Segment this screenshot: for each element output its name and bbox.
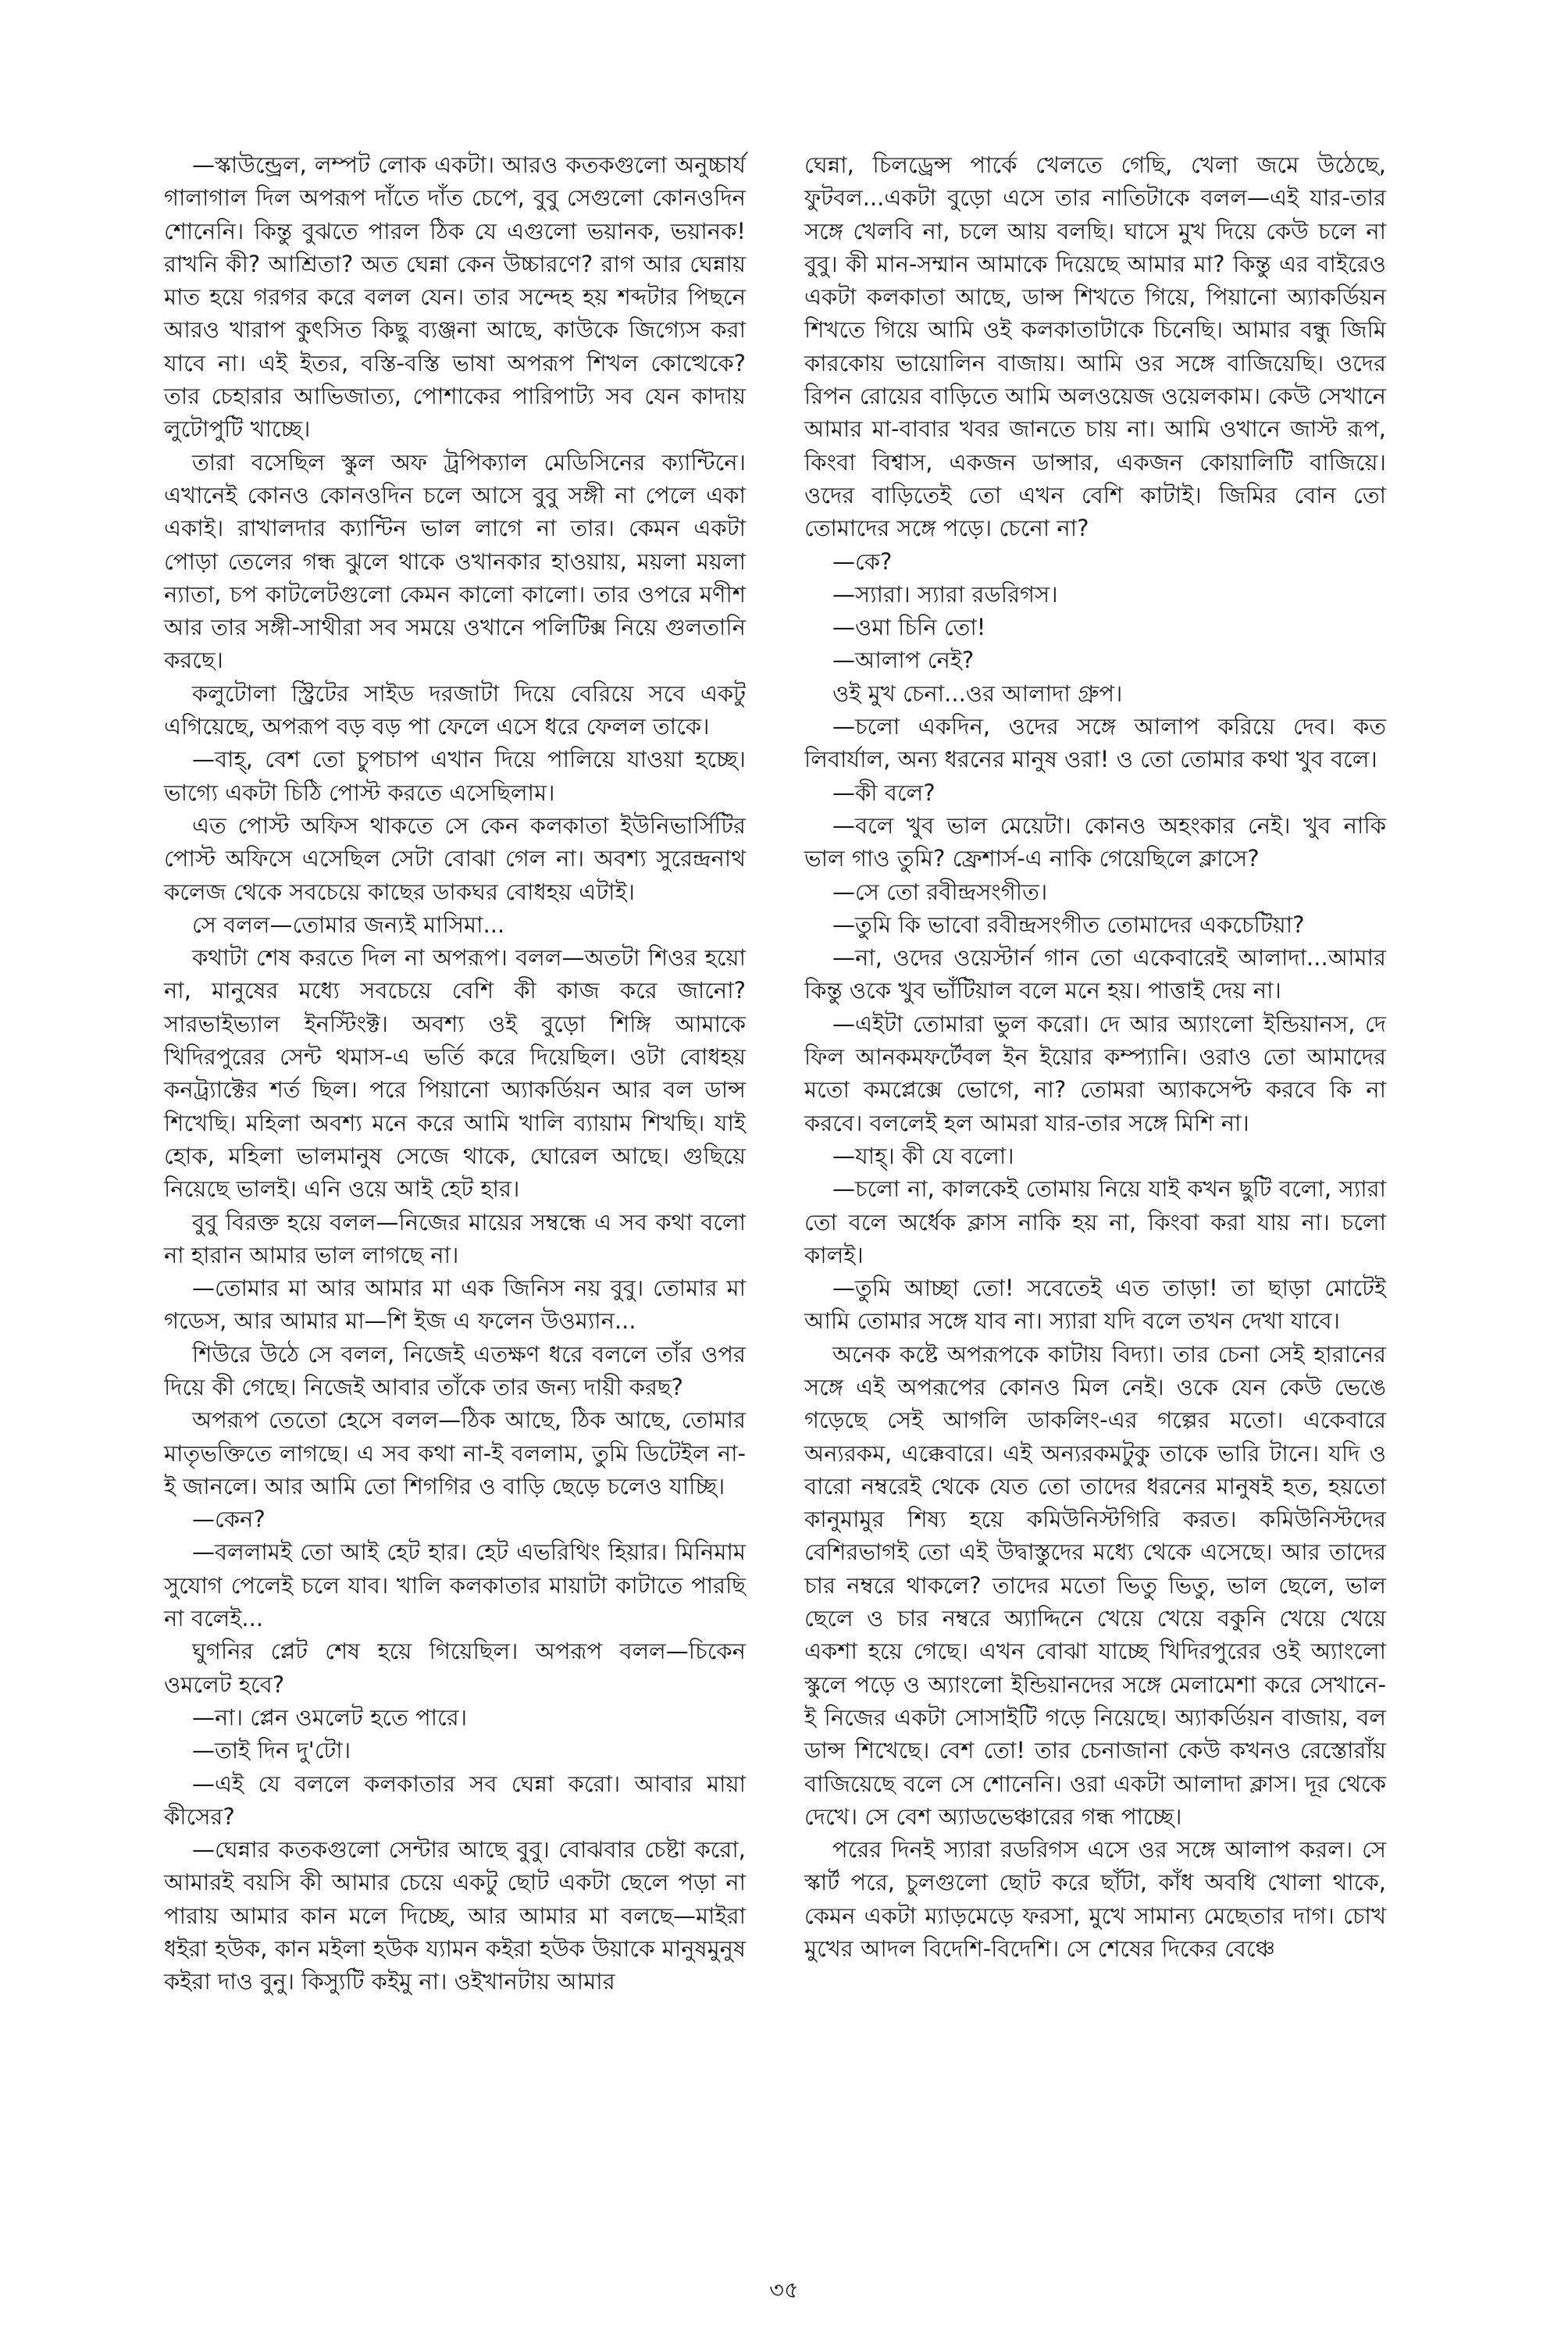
paragraph: —কেন?	[192, 1506, 265, 1533]
paragraph: শিউরে উঠে সে বলল, নিজেই এতক্ষণ ধরে বললে তাঁর ওপর দিয়ে কী গেছে। নিজেই আবার তাঁকে তার জন্য দায়ী করছ?	[164, 1340, 746, 1400]
paragraph: —চলো না, কালকেই তোমায় নিয়ে যাই কখন ছুটি বলো, স্যারা তো বলে অর্ধেক ক্লাস নাকি হয় না, কিংবা করা যায় না। চলো কালই।	[804, 1175, 1386, 1268]
paragraph: —ঘেন্নার কতকগুলো সেন্টার আছে বুবু। বোঝবার চেষ্টা করো, আমারই বয়সি কী আমার চেয়ে একটু ছোট একটা ছেলে পড়া না পারায় আমার কান মলে দিচ্ছে, আর আমার মা বলছে—মাইরা ধইরা হউক, কান মইলা হউক য্যামন কইরা হউক উয়াকে মানুষমুনুষ কইরা দাও বুনু। কিস্যুটি কইমু না। ওইখানটায় আমার	[164, 1836, 746, 1995]
paragraph: —না। প্লেন ওমলেট হতে পারে।	[192, 1703, 468, 1731]
paragraph: সে বলল—তোমার জন্যই মাসিমা...	[192, 911, 505, 938]
paragraph: অপরূপ তেতো হেসে বলল—ঠিক আছে, ঠিক আছে, তোমার মাতৃভক্তিতে লাগছে। এ সব কথা না-ই বললাম, তুমি ডিটেইল না-ই জানলে। আর আমি তো শিগগির ও বাড়ি ছেড়ে চলেও যাচ্ছি।	[164, 1407, 746, 1500]
paragraph: অনেক কষ্টে অপরূপকে কাটায় বিদ্যা। তার চেনা সেই হারানের সঙ্গে এই অপরূপের কোনও মিল নেই। ওকে যেন কেউ ভেঙে গড়েছে সেই আগলি ডাকলিং-এর গল্পের মতো। একেবারে অন্যরকম, এক্কেবারে। এই অন্যরকমটুকু তাকে ভারি টানে। যদি ও বারো নম্বরেই থেকে যেত তো তাদের ধরনের মানুষই হত, হয়তো কানুমামুর শিষ্য হয়ে কমিউনিস্টগিরি করত। কমিউনিস্টদের বেশিরভাগই তো এই উদ্বাস্তুদের মধ্যে থেকে এসেছে। আর তাদের চার নম্বরে থাকলে? তাদের মতো ভিতু ভিতু, ভাল ছেলে, ভাল ছেলে ও চার নম্বরে অ্যাদ্দিনে খেয়ে খেয়ে বকুনি খেয়ে খেয়ে একশা হয়ে গেছে। এখন বোঝা যাচ্ছে খিদিরপুরের ওই অ্যাংলো স্কুলে পড়ে ও অ্যাংলো ইন্ডিয়ানদের সঙ্গে মেলামেশা করে সেখানে-ই নিজের একটা সোসাইটি গড়ে নিয়েছে। অ্যাকর্ডিয়ন বাজায়, বল ডান্স শিখেছে। বেশ তো! তার চেনাজানা কেউ কখনও রেস্তোরাঁয় বাজিয়েছে বলে সে শোনেনি। ওরা একটা আলাদা ক্লাস। দূর থেকে দেখে। সে বেশ অ্যাডভেঞ্চারের গন্ধ পাচ্ছে।	[804, 1340, 1386, 1830]
paragraph: ঘেন্না, চিলড্রেন্স পার্কে খেলতে গেছি, খেলা জমে উঠেছে, ফুটবল...একটা বুড়ো এসে তার নাতিটাকে বলল—এই যার-তার সঙ্গে খেলবি না, চলে আয় বলছি। ঘাসে মুখ দিয়ে কেউ চলে না বুবু। কী মান-সম্মান আমাকে দিয়েছে আমার মা? কিন্তু এর বাইরেও একটা কলকাতা আছে, ডান্স শিখতে গিয়ে, পিয়ানো অ্যাকর্ডিয়ন শিখতে গিয়ে আমি ওই কলকাতাটাকে চিনেছি। আমার বন্ধু জিমি কারকোয় ভায়োলিন বাজায়। আমি ওর সঙ্গে বাজিয়েছি। ওদের রিপন রোয়ের বাড়িতে আমি অলওয়েজ ওয়েলকাম। কেউ সেখানে আমার মা-বাবার খবর জানতে চায় না। আমি ওখানে জাস্ট রূপ, কিংবা বিশ্বাস, একজন ডান্সার, একজন কোয়ালিটি বাজিয়ে। ওদের বাড়িতেই তো এখন বেশি কাটাই। জিমির বোন তো তোমাদের সঙ্গে পড়ে। চেনো না?	[804, 152, 1386, 542]
paragraph: —তুমি আচ্ছা তো! সবেতেই এত তাড়া! তা ছাড়া মোটেই আমি তোমার সঙ্গে যাব না। স্যারা যদি বলে তখন দেখা যাবে।	[804, 1275, 1386, 1335]
paragraph: —বাহ্‌, বেশ তো চুপচাপ এখান দিয়ে পালিয়ে যাওয়া হচ্ছে। ভাগ্যে একটা চিঠি পোস্ট করতে এসেছিলাম।	[164, 746, 746, 806]
paragraph: কলুটোলা স্ট্রিটের সাইড দরজাটা দিয়ে বেরিয়ে সবে একটু এগিয়েছে, অপরূপ বড় বড় পা ফেলে এসে ধরে ফেলল তাকে।	[164, 679, 746, 740]
right-text-column	[804, 148, 1386, 1965]
paragraph: এত পোস্ট অফিস থাকতে সে কেন কলকাতা ইউনিভার্সিটির পোস্ট অফিসে এসেছিল সেটা বোঝা গেল না। অবশ্য সুরেন্দ্রনাথ কলেজ থেকে সবচেয়ে কাছের ডাকঘর বোধহয় এটাই।	[164, 811, 746, 905]
paragraph: —কে?	[832, 547, 893, 575]
paragraph: —কী বলে?	[832, 779, 935, 806]
page-number: ৩৫	[769, 2277, 799, 2303]
paragraph: —তুমি কি ভাবো রবীন্দ্রসংগীত তোমাদের একচেটিয়া?	[832, 911, 1305, 938]
paragraph: —স্যারা। স্যারা রডরিগস।	[832, 580, 1058, 608]
paragraph: —চলো একদিন, ওদের সঙ্গে আলাপ করিয়ে দেব। কত লিবার্যাল, অন্য ধরনের মানুষ ওরা! ও তো তোমার কথা খুব বলে।	[804, 713, 1386, 773]
paragraph: —বললামই তো আই হেট হার। হেট এভরিথিং হিয়ার। মিনিমাম সুযোগ পেলেই চলে যাব। খালি কলকাতার মায়াটা কাটাতে পারছি না বলেই...	[164, 1539, 746, 1632]
paragraph: —বলে খুব ভাল মেয়েটা। কোনও অহংকার নেই। খুব নাকি ভাল গাও তুমি? ফ্রেশার্স-এ নাকি গেয়েছিলে ক্লাসে?	[804, 811, 1386, 872]
paragraph: —এইটা তোমারা ভুল করো। দে আর অ্যাংলো ইন্ডিয়ানস, দে ফিল আনকমফর্টেবল ইন ইয়োর কম্প্যানি। ওরাও তো আমাদের মতো কমপ্লেক্সে ভোগে, না? তোমরা অ্যাকসেপ্ট করবে কি না করবে। বললেই হল আমরা যার-তার সঙ্গে মিশি না।	[804, 1010, 1386, 1136]
paragraph: —তোমার মা আর আমার মা এক জিনিস নয় বুবু। তোমার মা গডেস, আর আমার মা—শি ইজ এ ফলেন উওম্যান...	[164, 1275, 746, 1335]
paragraph: কথাটা শেষ করতে দিল না অপরূপ। বলল—অতটা শিওর হয়ো না, মানুষের মধ্যে সবচেয়ে বেশি কী কাজ করে জানো? সারভাইভ্যাল ইনস্টিংক্ট। অবশ্য ওই বুড়ো শিঙ্গি আমাকে খিদিরপুরের সেন্ট থমাস-এ ভর্তি করে দিয়েছিল। ওটা বোধহয় কনট্র্যাক্টের শর্ত ছিল। পরে পিয়ানো অ্যাকর্ডিয়ন আর বল ডান্স শিখেছি। মহিলা অবশ্য মনে করে আমি খালি ব্যায়াম শিখছি। যাই হোক, মহিলা ভালমানুষ সেজে থাকে, ঘোরেল আছে। গুছিয়ে নিয়েছে ভালই। এনি ওয়ে আই হেট হার।	[164, 944, 746, 1203]
paragraph: —আলাপ নেই?	[832, 647, 975, 674]
paragraph: —না, ওদের ওয়েস্টার্ন গান তো একেবারেই আলাদা...আমার কিন্তু ওকে খুব ভাঁটিয়াল বলে মনে হয়। পাত্তাই দেয় না।	[804, 944, 1386, 1004]
paragraph: —এই যে বললে কলকাতার সব ঘেন্না করো। আবার মায়া কীসের?	[164, 1770, 746, 1830]
paragraph: ওই মুখ চেনা...ওর আলাদা গ্রুপ।	[832, 679, 1123, 707]
paragraph: —যাহ্‌। কী যে বলো।	[832, 1142, 1014, 1169]
paragraph: বুবু বিরক্ত হয়ে বলল—নিজের মায়ের সম্বন্ধে এ সব কথা বলো না হারান আমার ভাল লাগছে না।	[164, 1208, 746, 1268]
paragraph: ঘুগনির প্লেট শেষ হয়ে গিয়েছিল। অপরূপ বলল—চিকেন ওমলেট হবে?	[164, 1638, 746, 1698]
paragraph: —সে তো রবীন্দ্রসংগীত।	[832, 878, 1048, 905]
paragraph: তারা বসেছিল স্কুল অফ ট্রপিক্যাল মেডিসিনের ক্যান্টিনে। এখানেই কোনও কোনওদিন চলে আসে বুবু সঙ্গী না পেলে একা একাই। রাখালদার ক্যান্টিন ভাল লাগে না তার। কেমন একটা পোড়া তেলের গন্ধ ঝুলে থাকে ওখানকার হাওয়ায়, ময়লা ময়লা ন্যাতা, চপ কাটলেটগুলো কেমন কালো কালো। তার ওপরে মণীশ আর তার সঙ্গী-সাথীরা সব সময়ে ওখানে পলিটিক্স নিয়ে গুলতানি করছে।	[164, 448, 746, 674]
paragraph: —ওমা চিনি তো!	[832, 614, 986, 641]
paragraph: —তাই দিন দু'টো।	[192, 1737, 351, 1764]
paragraph: পরের দিনই স্যারা রডরিগস এসে ওর সঙ্গে আলাপ করল। সে স্কার্ট পরে, চুলগুলো ছোট করে ছাঁটা, কাঁধ অবধি খোলা থাকে, কেমন একটা ম্যাড়মেড়ে ফরসা, মুখে সামান্য মেছেতার দাগ। চোখ মুখের আদল বিদেশি-বিদেশি। সে শেষের দিকের বেঞ্চে	[804, 1836, 1386, 1963]
left-text-column	[164, 148, 746, 1999]
paragraph: —স্কাউন্ড্রেল, লম্পট লোক একটা। আরও কতকগুলো অনুচ্চার্য গালাগাল দিল অপরূপ দাঁতে দাঁত চেপে, বুবু সেগুলো কোনওদিন শোনেনি। কিন্তু বুঝতে পারল ঠিক যে এগুলো ভয়ানক, ভয়ানক! রাখনি কী? আশ্রিতা? অত ঘেন্না কেন উচ্চারণে? রাগ আর ঘেন্নায় মাত হয়ে গরগর করে বলল যেন। তার সন্দেহ হয় শব্দটার পিছনে আরও খারাপ কুৎসিত কিছু ব্যঞ্জনা আছে, কাউকে জিগ্যেস করা যাবে না। এই ইতর, বস্তি-বস্তি ভাষা অপরূপ শিখল কোত্থেকে? তার চেহারার আভিজাত্য, পোশাকের পারিপাট্য সব যেন কাদায় লুটোপুটি খাচ্ছে।	[164, 152, 746, 443]
